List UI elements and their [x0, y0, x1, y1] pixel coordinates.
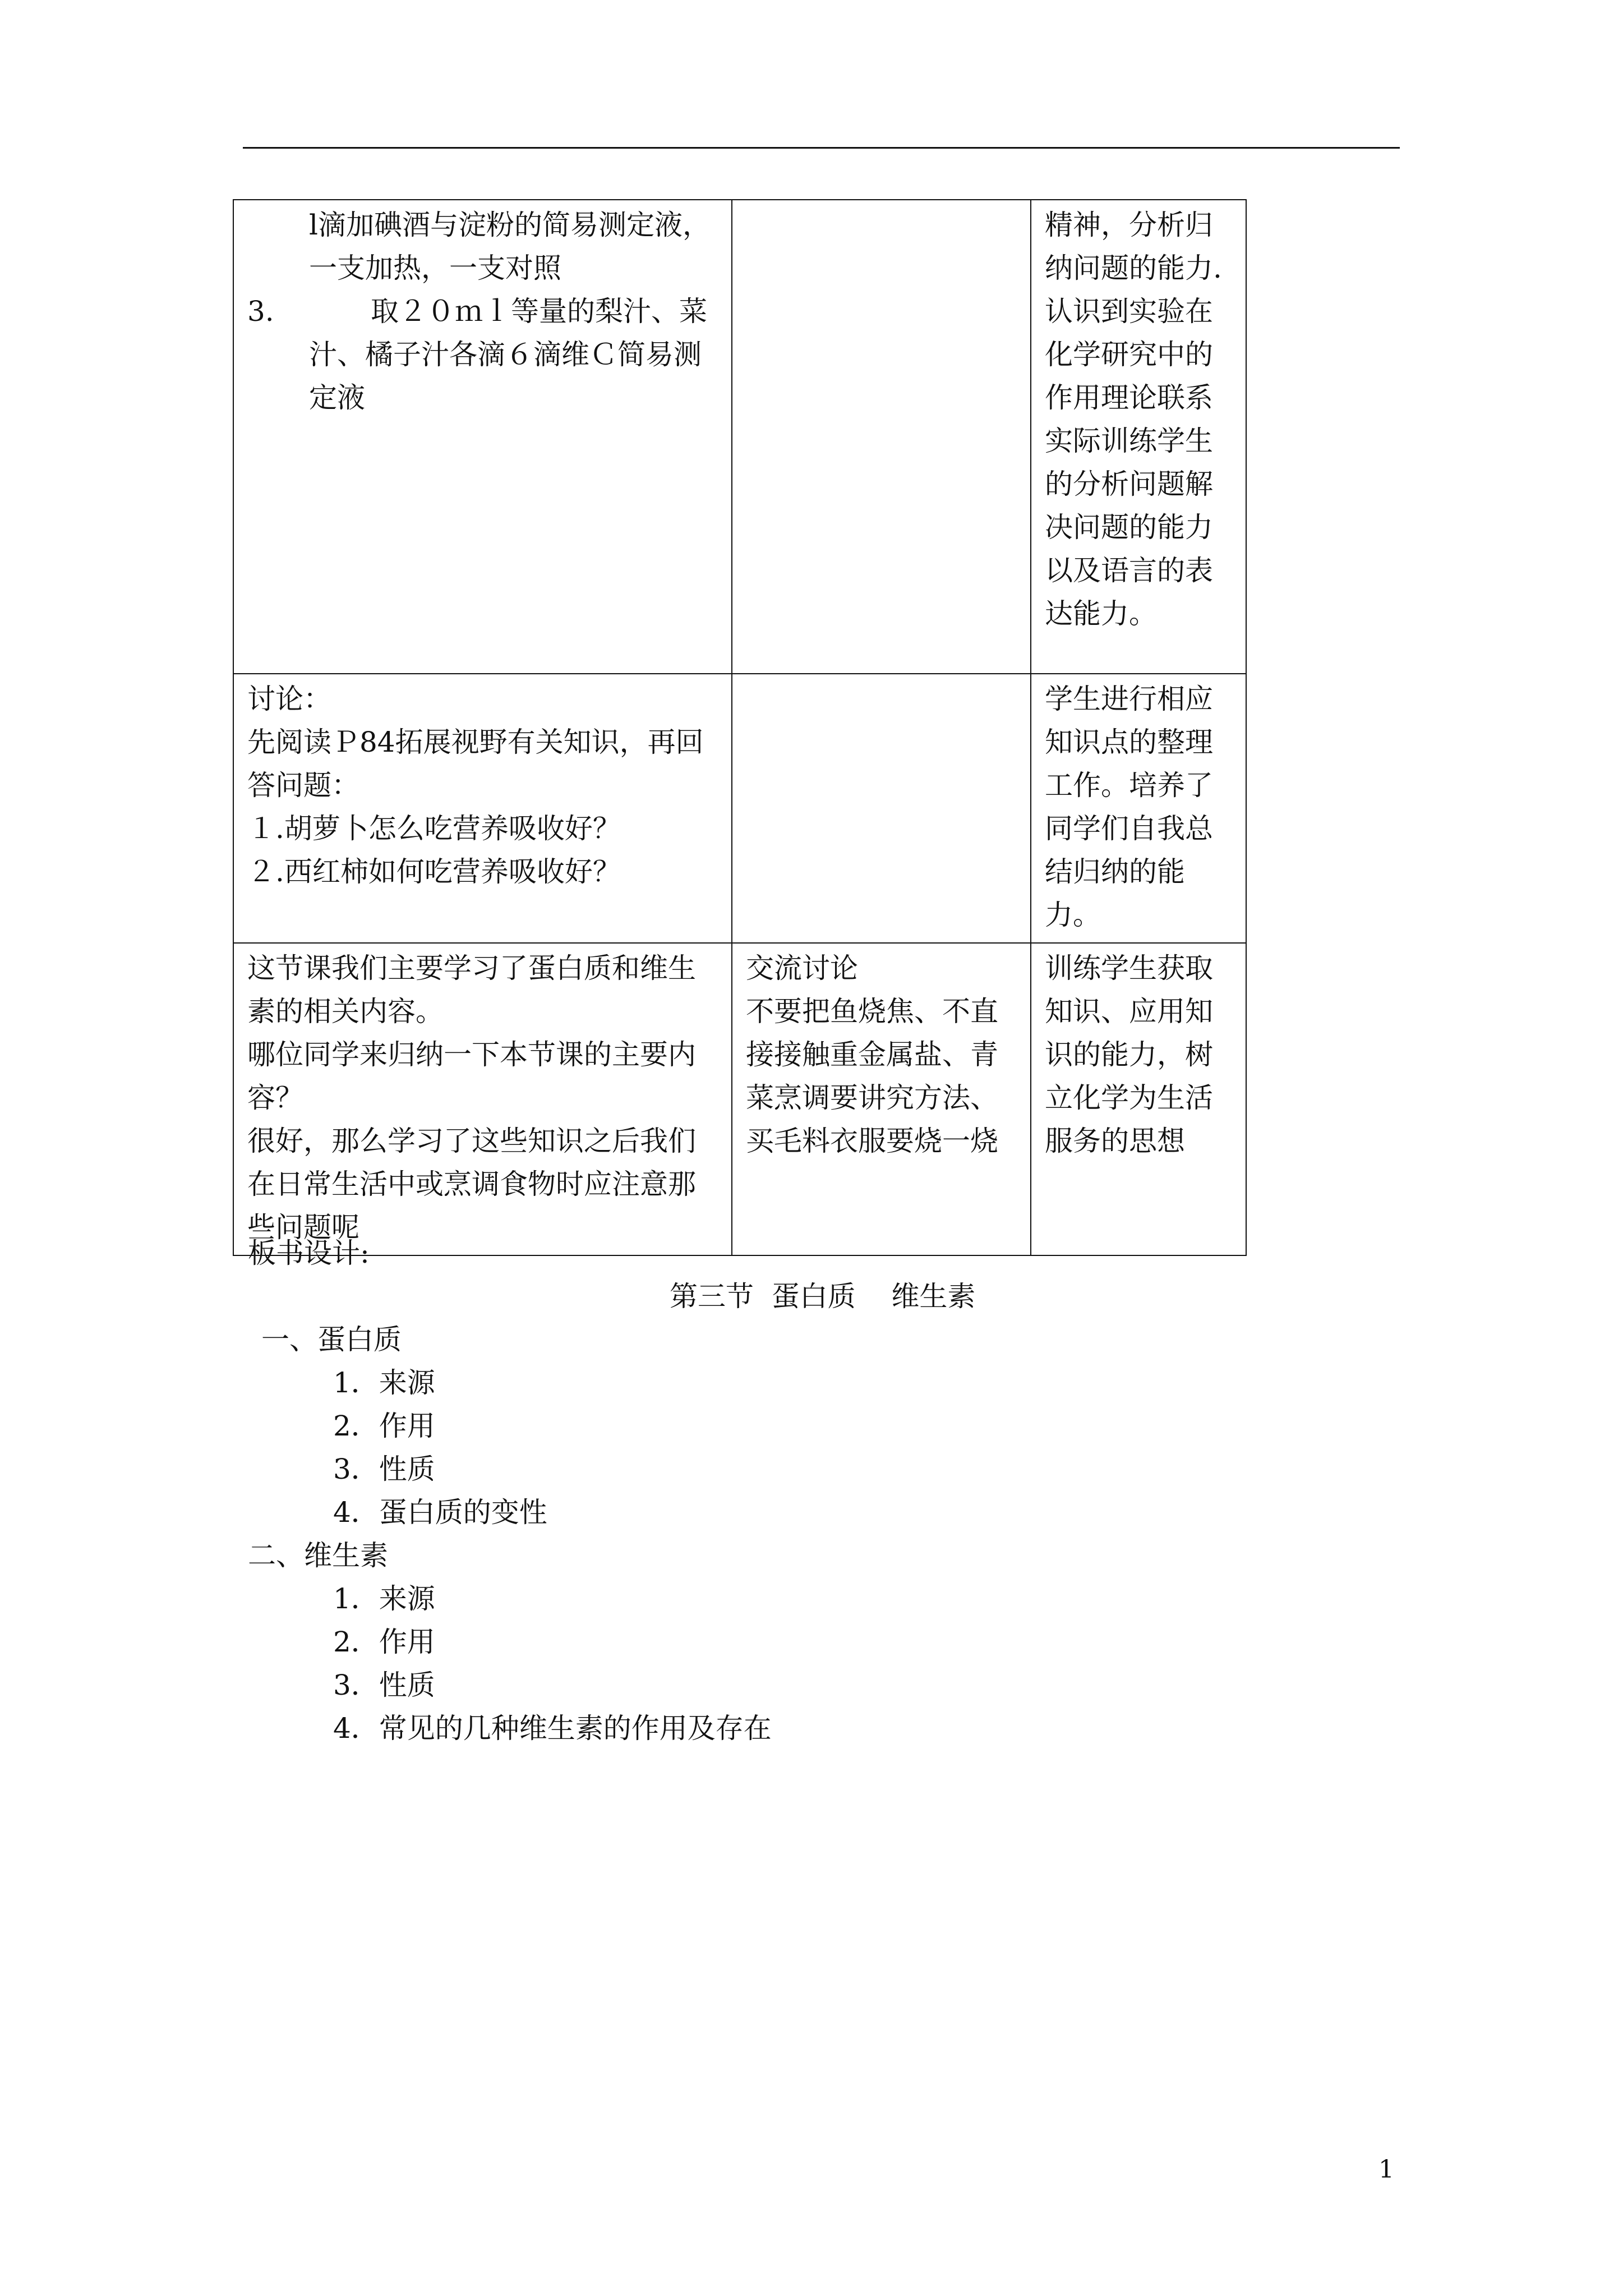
step-number: 3. — [247, 295, 274, 328]
design-intent-cell: 精神，分析归纳问题的能力.认识到实验在化学研究中的作用理论联系实际训练学生的分析问题解决问题的能力以及语言的表达能力。 — [1031, 200, 1246, 674]
step-text: 取２０ｍｌ等量的梨汁、菜汁、橘子汁各滴６滴维Ｃ简易测定液 — [309, 295, 707, 414]
student-activity-line: 不要把鱼烧焦、不直接接触重金属盐、青菜烹调要讲究方法、买毛料衣服要烧一烧 — [746, 995, 998, 1157]
student-activity-line: 交流讨论 — [746, 952, 858, 984]
outline-item: 1．来源 — [333, 1582, 435, 1615]
board-design-label: 板书设计: — [248, 1237, 370, 1269]
design-intent-cell: 训练学生获取知识、应用知识的能力，树立化学为生活服务的思想 — [1031, 943, 1246, 1255]
experiment-step-3 — [247, 290, 718, 420]
lesson-table — [233, 199, 1247, 1256]
teacher-activity-cell — [233, 200, 732, 674]
summary-line: 这节课我们主要学习了蛋白质和维生素的相关内容。 — [247, 952, 696, 1028]
summary-line: 很好，那么学习了这些知识之后我们在日常生活中或烹调食物时应注意那些问题呢 — [247, 1125, 696, 1244]
student-activity-cell — [732, 674, 1031, 943]
experiment-step-line: 一支加热，一支对照 — [309, 252, 561, 284]
board-outline — [248, 1318, 772, 1750]
design-intent-cell: 学生进行相应知识点的整理工作。培养了同学们自我总结归纳的能力。 — [1031, 674, 1246, 943]
header-rule — [243, 147, 1400, 149]
section-heading: 一、蛋白质 — [261, 1323, 402, 1356]
teacher-activity-cell — [233, 674, 732, 943]
outline-item: 3．性质 — [333, 1453, 435, 1485]
page-number: 1 — [1378, 2155, 1394, 2184]
discussion-line: 讨论： — [247, 683, 331, 715]
table-row — [233, 943, 1246, 1255]
experiment-step-line: l滴加碘酒与淀粉的简易测定液， — [309, 209, 711, 241]
outline-item: 3．性质 — [333, 1669, 435, 1701]
table-row — [233, 674, 1246, 943]
student-activity-cell — [732, 200, 1031, 674]
outline-item: 4．蛋白质的变性 — [333, 1496, 547, 1529]
discussion-line: 先阅读Ｐ84拓展视野有关知识，再回答问题： — [247, 726, 704, 802]
section-heading: 二、维生素 — [248, 1539, 388, 1572]
table-row — [233, 200, 1246, 674]
discussion-question: ２.西红柿如何吃营养吸收好？ — [247, 855, 621, 888]
outline-item: 2．作用 — [333, 1626, 435, 1658]
teacher-activity-cell — [233, 943, 732, 1255]
discussion-question: １.胡萝卜怎么吃营养吸收好？ — [247, 812, 621, 845]
outline-item: 4．常见的几种维生素的作用及存在 — [333, 1712, 772, 1745]
outline-item: 2．作用 — [333, 1410, 435, 1442]
outline-item: 1．来源 — [333, 1366, 435, 1399]
board-title: 第三节 蛋白质 维生素 — [670, 1280, 976, 1313]
student-activity-cell — [732, 943, 1031, 1255]
summary-line: 哪位同学来归纳一下本节课的主要内容？ — [247, 1038, 696, 1114]
